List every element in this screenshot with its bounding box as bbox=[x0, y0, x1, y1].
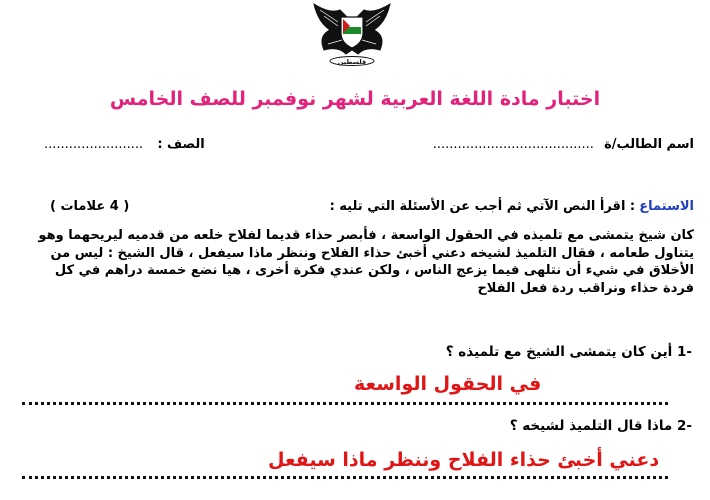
palestine-emblem bbox=[300, 0, 404, 66]
question-1 bbox=[446, 344, 692, 360]
answer-1: في الحقول الواسعة bbox=[354, 373, 542, 395]
class-label: الصف : bbox=[157, 137, 205, 152]
question-1-number: -1 bbox=[676, 344, 692, 360]
question-2-text: ماذا قال التلميذ لشيخه ؟ bbox=[509, 418, 673, 434]
answer-2: دعني أخبئ حذاء الفلاح وننظر ماذا سيفعل bbox=[268, 449, 660, 471]
section-header bbox=[330, 199, 694, 214]
page-title: اختبار مادة اللغة العربية لشهر نوفمبر للصف الخامس bbox=[109, 88, 601, 110]
student-name-label: اسم الطالب/ة bbox=[604, 137, 694, 152]
question-1-text: أين كان يتمشى الشيخ مع تلميذه ؟ bbox=[445, 344, 673, 360]
section-label: الاستماع bbox=[639, 199, 694, 214]
answer-1-line bbox=[22, 402, 668, 405]
section-marks: ( 4 علامات ) bbox=[50, 199, 130, 214]
question-2 bbox=[510, 418, 692, 434]
emblem-text: فلسطين bbox=[337, 58, 367, 66]
student-name-row bbox=[433, 137, 694, 152]
student-name-blank[interactable]: ....................................... bbox=[432, 137, 594, 152]
class-row bbox=[44, 137, 205, 152]
answer-2-line bbox=[22, 476, 668, 479]
section-instruction: : اقرأ النص الآتي ثم أجب عن الأسئلة التي تليه : bbox=[329, 199, 636, 214]
reading-passage: كان شيخ يتمشى مع تلميذه في الحقول الواسعة ، فأبصر حذاء قديما لفلاح خلعه من قدميه ليريحهما وهو يتناول طعامه ، فقال التلميذ لشيخه دعني أخبئ حذاء الفلاح وننظر ماذا سيفعل ، قال الشيخ : ليس من الأخلاق في شيء أن نتلهى فيما يزعج الناس ، ولكن عندي فكرة أخرى ، هيا نضع خمسة دراهم في كل فردة حذاء ونراقب ردة فعل الفلاح bbox=[38, 228, 694, 296]
class-blank[interactable]: ........................ bbox=[44, 137, 144, 152]
question-2-number: -2 bbox=[676, 418, 692, 434]
